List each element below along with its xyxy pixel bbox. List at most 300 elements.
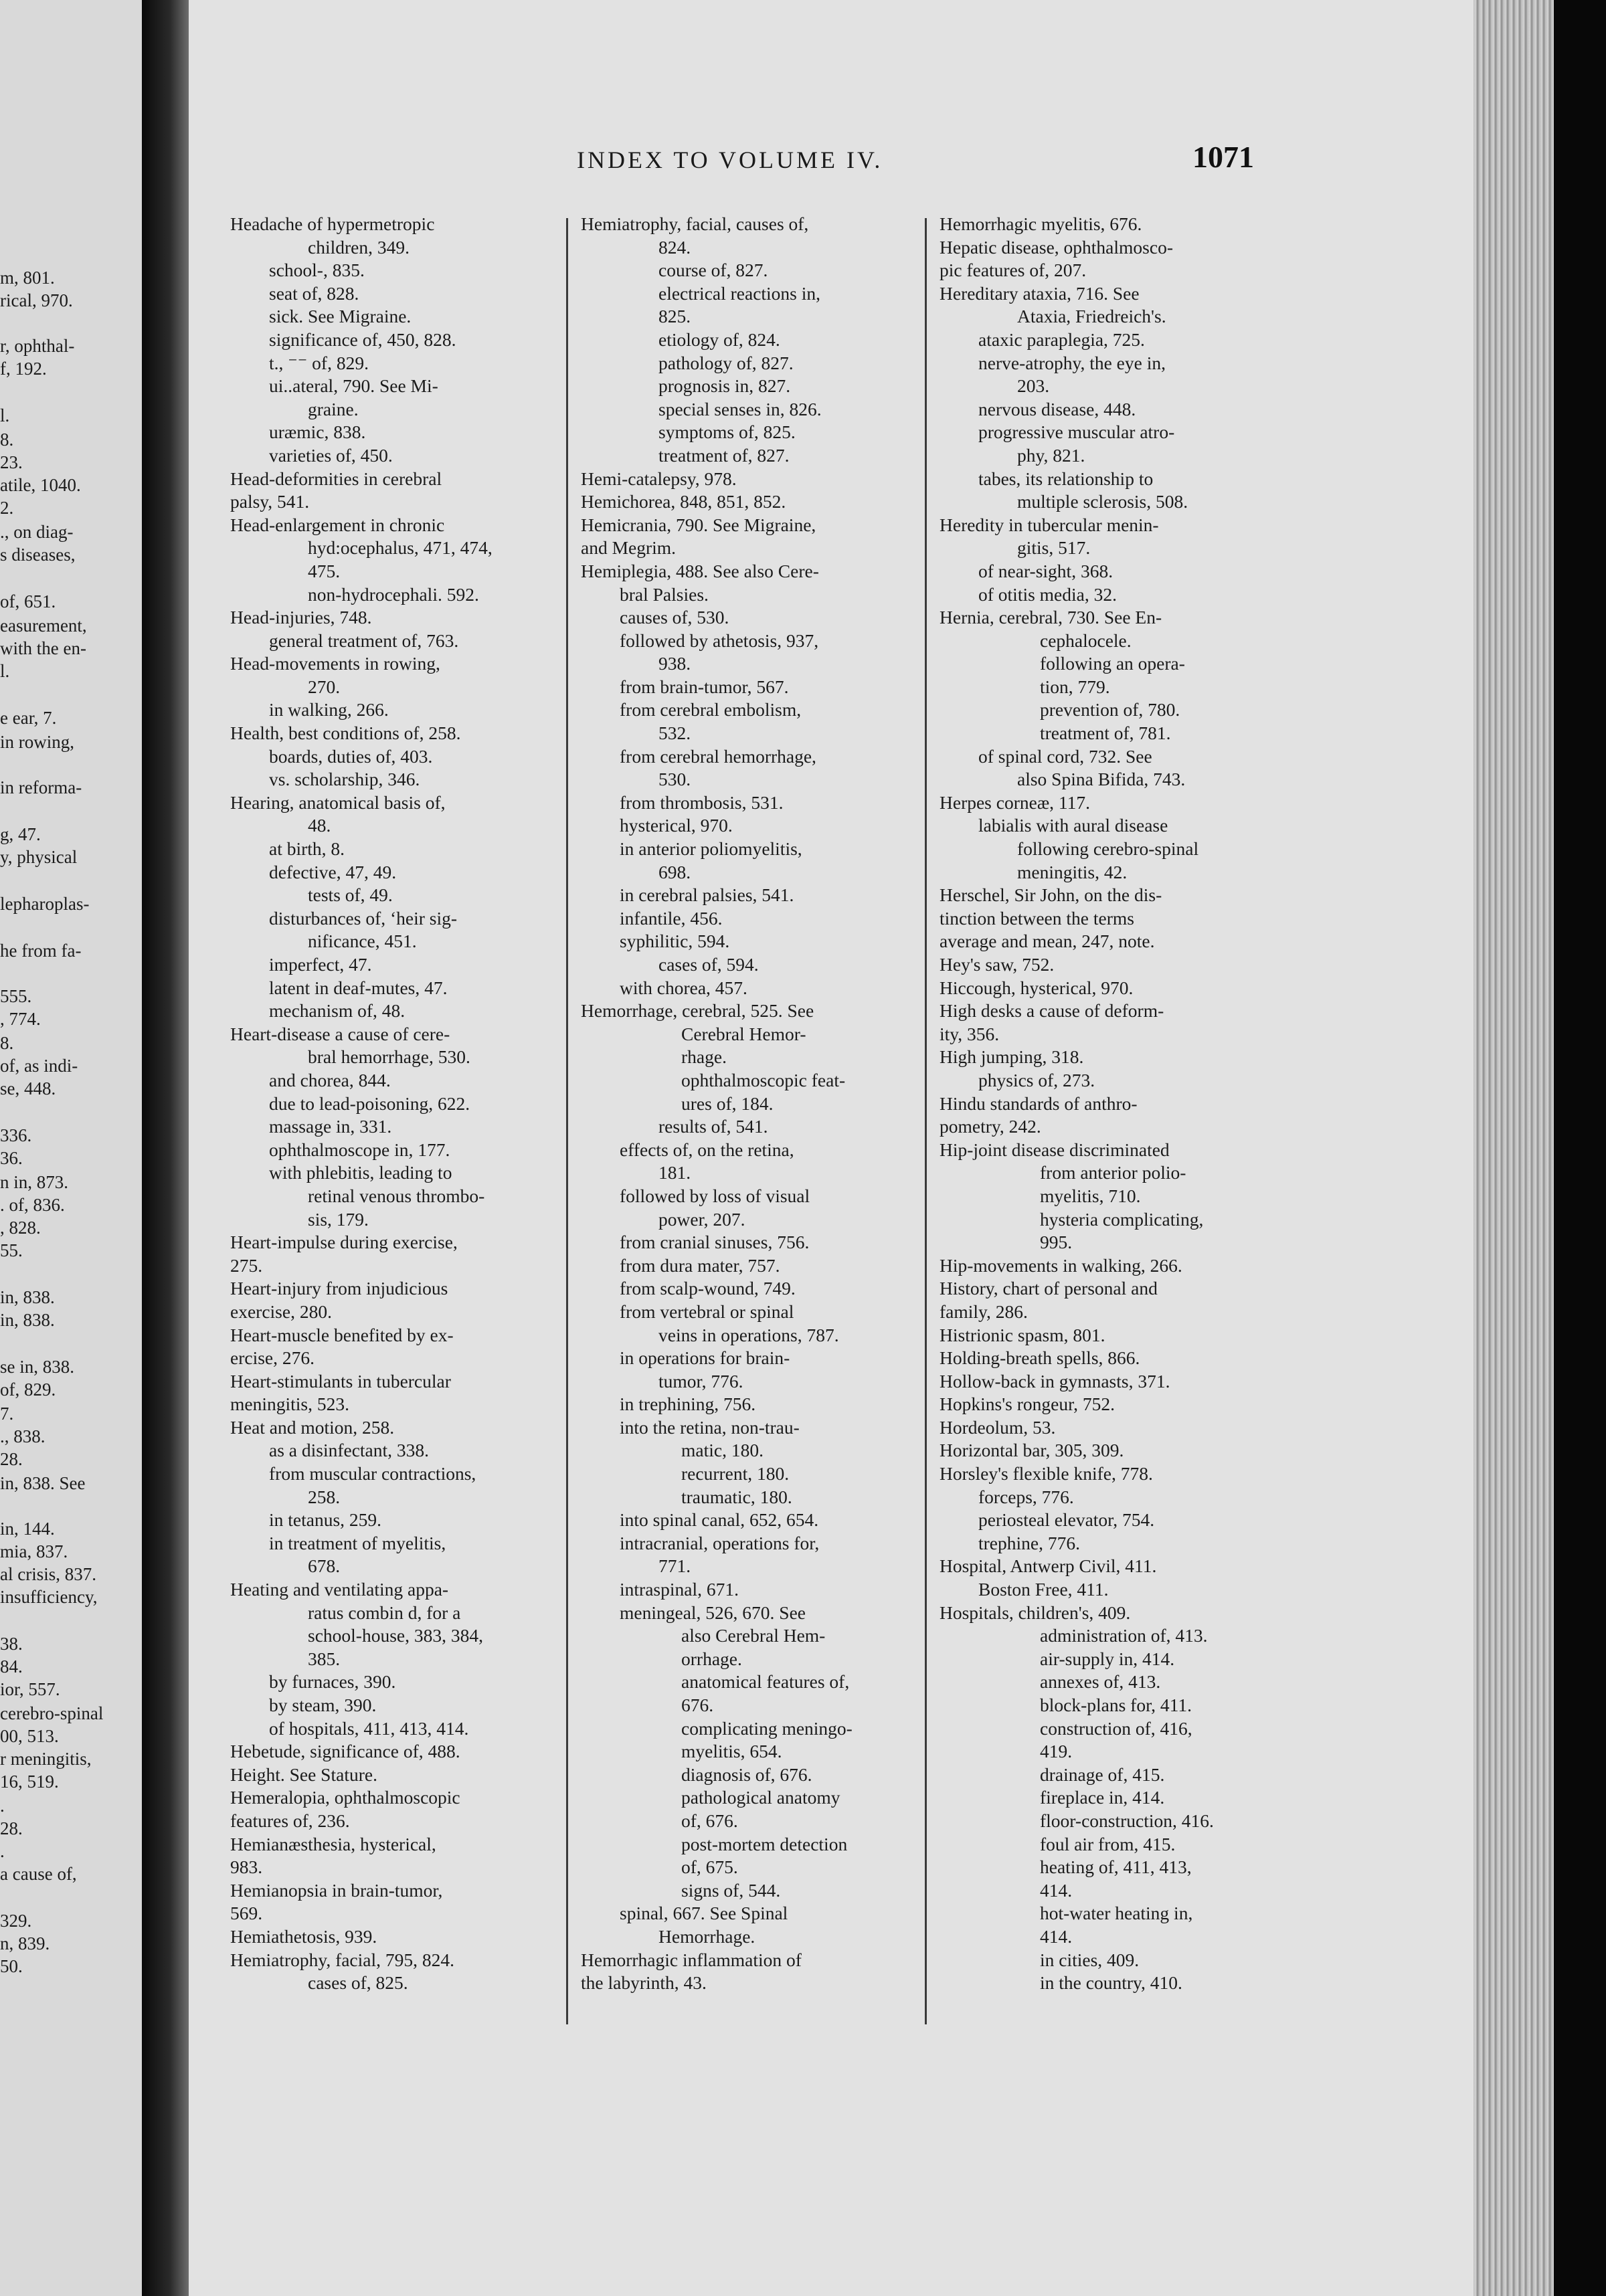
index-entry-line: Hemicrania, 790. See Migraine, xyxy=(581,514,816,535)
index-entry-line: Head-deformities in cerebral xyxy=(230,468,442,489)
index-entry-line: intraspinal, 671. xyxy=(620,1579,739,1600)
index-entry-line: multiple sclerosis, 508. xyxy=(1017,491,1188,512)
facing-page-line: insufficiency, xyxy=(0,1587,98,1607)
facing-page-line: of, as indi- xyxy=(0,1056,78,1076)
index-entry-line: tion, 779. xyxy=(1040,676,1110,697)
index-entry-line: complicating meningo- xyxy=(681,1717,853,1739)
facing-page-line: 8. xyxy=(0,429,14,450)
index-entry-line: by steam, 390. xyxy=(269,1695,377,1715)
index-entry-line: with chorea, 457. xyxy=(620,977,747,998)
index-entry-line: heating of, 411, 413, xyxy=(1040,1856,1192,1878)
index-entry-line: Horsley's flexible knife, 778. xyxy=(940,1463,1153,1485)
index-entry-line: traumatic, 180. xyxy=(681,1486,792,1507)
index-entry-line: nerve-atrophy, the eye in, xyxy=(978,352,1166,373)
index-entry-line: 270. xyxy=(308,676,341,697)
index-entry-line: Hebetude, significance of, 488. xyxy=(230,1741,460,1762)
index-entry-line: uræmic, 838. xyxy=(269,421,366,443)
index-entry-line: features of, 236. xyxy=(230,1810,350,1831)
index-entry-line: Height. See Stature. xyxy=(230,1763,377,1785)
facing-page-line: se, 448. xyxy=(0,1078,56,1098)
facing-page-line: n, 839. xyxy=(0,1933,50,1953)
facing-page-line: 2. xyxy=(0,498,14,518)
index-entry-line: Hopkins's rongeur, 752. xyxy=(940,1394,1116,1415)
facing-page-line: 38. xyxy=(0,1634,23,1654)
index-entry-line: Heredity in tubercular menin- xyxy=(940,514,1159,535)
index-entry-line: Hemianæsthesia, hysterical, xyxy=(230,1833,436,1854)
index-entry-line: Hemiatrophy, facial, causes of, xyxy=(581,213,809,234)
index-entry-line: spinal, 667. See Spinal xyxy=(620,1903,788,1924)
index-entry-line: High jumping, 318. xyxy=(940,1046,1084,1068)
index-entry-line: Hemeralopia, ophthalmoscopic xyxy=(230,1787,460,1808)
index-entry-line: t., ⁻⁻ of, 829. xyxy=(269,352,369,373)
index-entry-line: nificance, 451. xyxy=(308,931,417,952)
index-entry-line: gitis, 517. xyxy=(1017,537,1091,559)
index-entry-line: forceps, 776. xyxy=(978,1486,1074,1507)
facing-page-line: se in, 838. xyxy=(0,1357,74,1377)
index-entry-line: hot-water heating in, xyxy=(1040,1903,1193,1924)
index-entry-line: post-mortem detection xyxy=(681,1833,848,1854)
index-entry-line: of near-sight, 368. xyxy=(978,560,1113,581)
index-entry-line: of, 676. xyxy=(681,1810,738,1831)
index-entry-line: Hemi-catalepsy, 978. xyxy=(581,468,737,489)
index-entry-line: at birth, 8. xyxy=(269,838,345,860)
index-entry-line: trephine, 776. xyxy=(978,1532,1080,1553)
index-entry-line: nervous disease, 448. xyxy=(978,398,1136,419)
index-entry-line: from cerebral embolism, xyxy=(620,699,802,721)
index-entry-line: Boston Free, 411. xyxy=(978,1579,1109,1600)
facing-page-line: , 828. xyxy=(0,1218,41,1238)
column-divider xyxy=(925,218,927,2024)
index-entry-line: Hemorrhage, cerebral, 525. See xyxy=(581,1000,814,1022)
facing-page-line: mia, 837. xyxy=(0,1541,68,1561)
index-entry-line: 532. xyxy=(658,723,691,744)
index-entry-line: Histrionic spasm, 801. xyxy=(940,1324,1105,1345)
index-entry-line: 419. xyxy=(1040,1741,1073,1762)
facing-page-line: 28. xyxy=(0,1818,23,1838)
index-entry-line: children, 349. xyxy=(308,236,410,258)
index-entry-line: cephalocele. xyxy=(1040,630,1132,651)
index-entry-line: Cerebral Hemor- xyxy=(681,1023,806,1044)
index-entry-line: ratus combin d, for a xyxy=(308,1602,461,1623)
index-entry-line: annexes of, 413. xyxy=(1040,1671,1161,1693)
index-entry-line: intracranial, operations for, xyxy=(620,1532,820,1553)
index-entry-line: Herschel, Sir John, on the dis- xyxy=(940,884,1162,906)
index-entry-line: Hemiatrophy, facial, 795, 824. xyxy=(230,1949,454,1970)
index-entry-line: Hemiplegia, 488. See also Cere- xyxy=(581,560,819,581)
index-entry-line: Hollow-back in gymnasts, 371. xyxy=(940,1370,1170,1392)
index-entry-line: ures of, 184. xyxy=(681,1092,774,1114)
index-entry-line: in the country, 410. xyxy=(1040,1972,1182,1994)
facing-page-line: 336. xyxy=(0,1125,32,1145)
index-entry-line: Hearing, anatomical basis of, xyxy=(230,791,446,813)
index-entry-line: seat of, 828. xyxy=(269,282,359,304)
facing-page-line: 555. xyxy=(0,986,32,1006)
facing-page-line: s diseases, xyxy=(0,545,76,565)
index-entry-line: of spinal cord, 732. See xyxy=(978,745,1152,767)
index-entry-line: block-plans for, 411. xyxy=(1040,1695,1192,1715)
index-entry-line: meningeal, 526, 670. See xyxy=(620,1602,806,1623)
index-entry-line: due to lead-poisoning, 622. xyxy=(269,1092,470,1114)
index-entry-line: Heart-stimulants in tubercular xyxy=(230,1370,451,1392)
index-entry-line: pometry, 242. xyxy=(940,1116,1041,1137)
facing-page-line: . of, 836. xyxy=(0,1195,65,1215)
facing-page-line: ior, 557. xyxy=(0,1679,60,1699)
facing-page-line: , 774. xyxy=(0,1009,41,1029)
index-entry-line: disturbances of, ʻheir sig- xyxy=(269,907,458,929)
facing-page-line: r, ophthal- xyxy=(0,336,75,356)
index-entry-line: syphilitic, 594. xyxy=(620,931,730,952)
index-entry-line: treatment of, 827. xyxy=(658,444,790,466)
index-entry-line: 824. xyxy=(658,236,691,258)
index-entry-line: Herpes corneæ, 117. xyxy=(940,791,1091,813)
index-entry-line: from brain-tumor, 567. xyxy=(620,676,789,697)
index-entry-line: recurrent, 180. xyxy=(681,1463,790,1485)
index-entry-line: ophthalmoscope in, 177. xyxy=(269,1139,450,1160)
index-entry-line: 938. xyxy=(658,653,691,674)
index-entry-line: myelitis, 710. xyxy=(1040,1185,1141,1206)
index-entry-line: orrhage. xyxy=(681,1648,742,1669)
index-entry-line: defective, 47, 49. xyxy=(269,861,397,882)
facing-page-line: in, 838. xyxy=(0,1287,55,1307)
index-entry-line: family, 286. xyxy=(940,1301,1028,1322)
index-entry-line: 258. xyxy=(308,1486,341,1507)
facing-page-line: in, 144. xyxy=(0,1519,55,1539)
index-entry-line: floor-construction, 416. xyxy=(1040,1810,1214,1831)
index-entry-line: Hindu standards of anthro- xyxy=(940,1092,1138,1114)
facing-page-line: 36. xyxy=(0,1148,23,1168)
facing-page-line: 8. xyxy=(0,1033,14,1053)
facing-page-line: lepharoplas- xyxy=(0,894,90,914)
index-entry-line: the labyrinth, 43. xyxy=(581,1972,707,1994)
facing-page-line: ., 838. xyxy=(0,1426,46,1446)
index-entry-line: tinction between the terms xyxy=(940,907,1134,929)
index-entry-line: Hemichorea, 848, 851, 852. xyxy=(581,491,786,512)
index-entry-line: Hip-joint disease discriminated xyxy=(940,1139,1170,1160)
index-entry-line: sis, 179. xyxy=(308,1208,369,1230)
index-entry-line: Hospitals, children's, 409. xyxy=(940,1602,1131,1623)
index-entry-line: Head-injuries, 748. xyxy=(230,607,372,628)
facing-page-line: e ear, 7. xyxy=(0,708,57,728)
index-entry-line: construction of, 416, xyxy=(1040,1717,1192,1739)
index-entry-line: following an opera- xyxy=(1040,653,1185,674)
facing-page-line: 55. xyxy=(0,1240,23,1260)
index-entry-line: average and mean, 247, note. xyxy=(940,931,1155,952)
index-entry-line: 771. xyxy=(658,1555,691,1577)
index-entry-line: pathology of, 827. xyxy=(658,352,794,373)
index-entry-line: and chorea, 844. xyxy=(269,1069,391,1090)
index-entry-line: hysteria complicating, xyxy=(1040,1208,1204,1230)
index-entry-line: from vertebral or spinal xyxy=(620,1301,794,1322)
index-entry-line: course of, 827. xyxy=(658,260,768,281)
index-entry-line: Ataxia, Friedreich's. xyxy=(1017,306,1166,327)
facing-page-line: . xyxy=(0,1796,5,1816)
index-entry-line: followed by loss of visual xyxy=(620,1185,810,1206)
index-entry-line: retinal venous thrombo- xyxy=(308,1185,485,1206)
facing-page-line: with the en- xyxy=(0,638,86,658)
index-entry-line: non-hydrocephali. 592. xyxy=(308,583,479,605)
index-entry-line: from cerebral hemorrhage, xyxy=(620,745,816,767)
index-entry-line: tabes, its relationship to xyxy=(978,468,1154,489)
index-entry-line: as a disinfectant, 338. xyxy=(269,1440,430,1461)
index-entry-line: ui..ateral, 790. See Mi- xyxy=(269,375,438,397)
index-entry-line: Hip-movements in walking, 266. xyxy=(940,1254,1182,1276)
index-entry-line: also Cerebral Hem- xyxy=(681,1625,826,1646)
index-entry-line: Hereditary ataxia, 716. See xyxy=(940,282,1140,304)
facing-page-line: g, 47. xyxy=(0,824,41,844)
facing-page-line: ., on diag- xyxy=(0,522,74,542)
index-entry-line: causes of, 530. xyxy=(620,607,729,628)
index-entry-line: 414. xyxy=(1040,1879,1073,1901)
index-entry-line: from muscular contractions, xyxy=(269,1463,476,1485)
index-entry-line: Holding-breath spells, 866. xyxy=(940,1347,1140,1369)
facing-page-line: 84. xyxy=(0,1656,23,1677)
index-entry-line: following cerebro-spinal xyxy=(1017,838,1199,860)
index-entry-line: 530. xyxy=(658,769,691,790)
index-entry-line: History, chart of personal and xyxy=(940,1278,1158,1299)
index-entry-line: in operations for brain- xyxy=(620,1347,790,1369)
index-entry-line: from cranial sinuses, 756. xyxy=(620,1232,810,1253)
index-entry-line: prevention of, 780. xyxy=(1040,699,1180,721)
index-entry-line: meningitis, 523. xyxy=(230,1394,349,1415)
index-entry-line: signs of, 544. xyxy=(681,1879,781,1901)
index-entry-line: foul air from, 415. xyxy=(1040,1833,1176,1854)
index-entry-line: with phlebitis, leading to xyxy=(269,1162,452,1183)
index-entry-line: in walking, 266. xyxy=(269,699,389,721)
index-entry-line: ity, 356. xyxy=(940,1023,1000,1044)
index-entry-line: 475. xyxy=(308,560,341,581)
index-entry-line: effects of, on the retina, xyxy=(620,1139,794,1160)
index-entry-line: in treatment of myelitis, xyxy=(269,1532,446,1553)
index-entry-line: and Megrim. xyxy=(581,537,677,559)
index-entry-line: Head-enlargement in chronic xyxy=(230,514,445,535)
index-entry-line: myelitis, 654. xyxy=(681,1741,782,1762)
page-number: 1071 xyxy=(1192,140,1254,174)
index-entry-line: Heart-muscle benefited by ex- xyxy=(230,1324,454,1345)
index-entry-line: of hospitals, 411, 413, 414. xyxy=(269,1717,469,1739)
index-entry-line: graine. xyxy=(308,398,359,419)
index-entry-line: in tetanus, 259. xyxy=(269,1509,382,1531)
index-entry-line: Hemorrhage. xyxy=(658,1925,755,1947)
index-entry-line: etiology of, 824. xyxy=(658,328,780,350)
index-entry-line: by furnaces, 390. xyxy=(269,1671,396,1693)
facing-page-line: in, 838. xyxy=(0,1310,55,1330)
index-entry-line: ercise, 276. xyxy=(230,1347,315,1369)
index-entry-line: of, 675. xyxy=(681,1856,738,1878)
facing-page-line: r meningitis, xyxy=(0,1749,92,1769)
index-entry-line: hysterical, 970. xyxy=(620,815,733,836)
index-entry-line: palsy, 541. xyxy=(230,491,310,512)
index-entry-line: varieties of, 450. xyxy=(269,444,393,466)
index-entry-line: Hepatic disease, ophthalmosco- xyxy=(940,236,1173,258)
index-entry-line: from anterior polio- xyxy=(1040,1162,1186,1183)
index-entry-line: 414. xyxy=(1040,1925,1073,1947)
index-entry-line: bral hemorrhage, 530. xyxy=(308,1046,470,1068)
index-entry-line: from scalp-wound, 749. xyxy=(620,1278,796,1299)
index-entry-line: in cerebral palsies, 541. xyxy=(620,884,794,906)
index-entry-line: Hernia, cerebral, 730. See En- xyxy=(940,607,1162,628)
index-entry-line: tumor, 776. xyxy=(658,1370,743,1392)
index-entry-line: ataxic paraplegia, 725. xyxy=(978,328,1145,350)
index-entry-line: 48. xyxy=(308,815,331,836)
index-entry-line: latent in deaf-mutes, 47. xyxy=(269,977,448,998)
index-entry-line: periosteal elevator, 754. xyxy=(978,1509,1155,1531)
index-entry-line: tests of, 49. xyxy=(308,884,393,906)
facing-page-line: 00, 513. xyxy=(0,1726,59,1746)
index-entry-line: into the retina, non-trau- xyxy=(620,1416,800,1438)
facing-page-line: in reforma- xyxy=(0,777,82,797)
column-divider xyxy=(566,218,568,2024)
facing-page-line: he from fa- xyxy=(0,941,82,961)
index-entry-line: in trephining, 756. xyxy=(620,1394,756,1415)
index-entry-line: hyd:ocephalus, 471, 474, xyxy=(308,537,493,559)
index-entry-line: diagnosis of, 676. xyxy=(681,1763,812,1785)
index-entry-line: air-supply in, 414. xyxy=(1040,1648,1175,1669)
index-entry-line: matic, 180. xyxy=(681,1440,764,1461)
index-entry-line: prognosis in, 827. xyxy=(658,375,791,397)
index-entry-line: Heating and ventilating appa- xyxy=(230,1579,449,1600)
index-entry-line: infantile, 456. xyxy=(620,907,723,929)
index-entry-line: 825. xyxy=(658,306,691,327)
index-entry-line: followed by athetosis, 937, xyxy=(620,630,819,651)
index-entry-line: drainage of, 415. xyxy=(1040,1763,1165,1785)
facing-page-line: l. xyxy=(0,405,10,425)
facing-page-line: 50. xyxy=(0,1956,23,1976)
index-entry-line: administration of, 413. xyxy=(1040,1625,1208,1646)
facing-page-line: 28. xyxy=(0,1449,23,1469)
index-entry-line: special senses in, 826. xyxy=(658,398,822,419)
index-entry-line: Heat and motion, 258. xyxy=(230,1416,395,1438)
index-entry-line: 698. xyxy=(658,861,691,882)
index-entry-line: phy, 821. xyxy=(1017,444,1085,466)
facing-page-line: rical, 970. xyxy=(0,290,73,310)
facing-page-line: in, 838. See xyxy=(0,1473,86,1493)
index-entry-line: boards, duties of, 403. xyxy=(269,745,433,767)
facing-page-line: 7. xyxy=(0,1404,14,1424)
index-entry-line: Hemorrhagic myelitis, 676. xyxy=(940,213,1142,234)
index-entry-line: Head-movements in rowing, xyxy=(230,653,440,674)
index-entry-line: Hiccough, hysterical, 970. xyxy=(940,977,1134,998)
index-entry-line: school-, 835. xyxy=(269,260,365,281)
index-entry-line: significance of, 450, 828. xyxy=(269,328,456,350)
index-entry-line: pic features of, 207. xyxy=(940,260,1087,281)
index-entry-line: 983. xyxy=(230,1856,263,1878)
index-entry-line: 676. xyxy=(681,1695,714,1715)
index-entry-line: Heart-disease a cause of cere- xyxy=(230,1023,450,1044)
facing-page-line: n in, 873. xyxy=(0,1172,69,1192)
index-entry-line: anatomical features of, xyxy=(681,1671,850,1693)
index-entry-line: results of, 541. xyxy=(658,1116,768,1137)
index-entry-line: of otitis media, 32. xyxy=(978,583,1117,605)
index-entry-line: Heart-injury from injudicious xyxy=(230,1278,448,1299)
index-entry-line: 203. xyxy=(1017,375,1050,397)
facing-page-line: in rowing, xyxy=(0,732,74,752)
facing-page-line: y, physical xyxy=(0,847,78,867)
index-column-3 xyxy=(940,213,1275,1995)
index-entry-line: physics of, 273. xyxy=(978,1069,1095,1090)
index-entry-line: ophthalmoscopic feat- xyxy=(681,1069,846,1090)
facing-page-line: al crisis, 837. xyxy=(0,1564,96,1584)
index-entry-line: symptoms of, 825. xyxy=(658,421,796,443)
scan-background xyxy=(1554,0,1606,2296)
index-entry-line: from dura mater, 757. xyxy=(620,1254,780,1276)
facing-page-line: l. xyxy=(0,661,10,681)
index-entry-line: electrical reactions in, xyxy=(658,282,821,304)
index-entry-line: bral Palsies. xyxy=(620,583,709,605)
index-entry-line: progressive muscular atro- xyxy=(978,421,1175,443)
index-column-1 xyxy=(230,213,549,1995)
facing-page-line: cerebro-spinal xyxy=(0,1703,104,1723)
index-entry-line: 569. xyxy=(230,1903,263,1924)
index-entry-line: imperfect, 47. xyxy=(269,954,372,975)
index-entry-line: veins in operations, 787. xyxy=(658,1324,839,1345)
facing-page-line: 329. xyxy=(0,1911,32,1931)
index-entry-line: fireplace in, 414. xyxy=(1040,1787,1165,1808)
book-gutter xyxy=(142,0,189,2296)
facing-page-line: atile, 1040. xyxy=(0,475,81,495)
index-entry-line: general treatment of, 763. xyxy=(269,630,459,651)
index-column-2 xyxy=(581,213,919,1995)
facing-page-line: m, 801. xyxy=(0,268,55,288)
facing-page-line: easurement, xyxy=(0,615,87,636)
index-entry-line: 995. xyxy=(1040,1232,1073,1253)
index-entry-line: Hemiathetosis, 939. xyxy=(230,1925,377,1947)
index-entry-line: pathological anatomy xyxy=(681,1787,840,1808)
index-entry-line: school-house, 383, 384, xyxy=(308,1625,483,1646)
index-entry-line: in anterior poliomyelitis, xyxy=(620,838,802,860)
index-entry-line: Heart-impulse during exercise, xyxy=(230,1232,458,1253)
index-entry-line: sick. See Migraine. xyxy=(269,306,412,327)
facing-page-line: of, 651. xyxy=(0,591,56,611)
index-entry-line: in cities, 409. xyxy=(1040,1949,1140,1970)
index-entry-line: 275. xyxy=(230,1254,263,1276)
index-entry-line: labialis with aural disease xyxy=(978,815,1168,836)
facing-page-line: of, 829. xyxy=(0,1379,56,1400)
index-entry-line: cases of, 825. xyxy=(308,1972,408,1994)
index-entry-line: Hey's saw, 752. xyxy=(940,954,1055,975)
facing-page-line: f, 192. xyxy=(0,359,47,379)
index-entry-line: into spinal canal, 652, 654. xyxy=(620,1509,819,1531)
index-entry-line: treatment of, 781. xyxy=(1040,723,1171,744)
index-entry-line: exercise, 280. xyxy=(230,1301,332,1322)
index-entry-line: 385. xyxy=(308,1648,341,1669)
index-entry-line: Headache of hypermetropic xyxy=(230,213,435,234)
index-entry-line: Health, best conditions of, 258. xyxy=(230,723,461,744)
index-entry-line: Hospital, Antwerp Civil, 411. xyxy=(940,1555,1157,1577)
facing-page-fragment xyxy=(0,0,142,2296)
index-entry-line: 181. xyxy=(658,1162,691,1183)
page-edges xyxy=(1474,0,1554,2296)
facing-page-line: a cause of, xyxy=(0,1864,77,1884)
index-entry-line: from thrombosis, 531. xyxy=(620,791,784,813)
index-entry-line: meningitis, 42. xyxy=(1017,861,1128,882)
facing-page-line: 16, 519. xyxy=(0,1772,59,1792)
index-entry-line: vs. scholarship, 346. xyxy=(269,769,420,790)
index-entry-line: Hemianopsia in brain-tumor, xyxy=(230,1879,443,1901)
facing-page-line: 23. xyxy=(0,452,23,472)
facing-page-line: . xyxy=(0,1841,5,1861)
index-entry-line: 678. xyxy=(308,1555,341,1577)
index-entry-line: Hordeolum, 53. xyxy=(940,1416,1056,1438)
index-entry-line: High desks a cause of deform- xyxy=(940,1000,1164,1022)
index-entry-line: Hemorrhagic inflammation of xyxy=(581,1949,802,1970)
index-entry-line: Horizontal bar, 305, 309. xyxy=(940,1440,1124,1461)
index-entry-line: rhage. xyxy=(681,1046,727,1068)
index-entry-line: mechanism of, 48. xyxy=(269,1000,406,1022)
running-head: INDEX TO VOLUME IV. xyxy=(577,147,883,173)
index-entry-line: cases of, 594. xyxy=(658,954,759,975)
index-entry-line: power, 207. xyxy=(658,1208,745,1230)
index-entry-line: also Spina Bifida, 743. xyxy=(1017,769,1186,790)
